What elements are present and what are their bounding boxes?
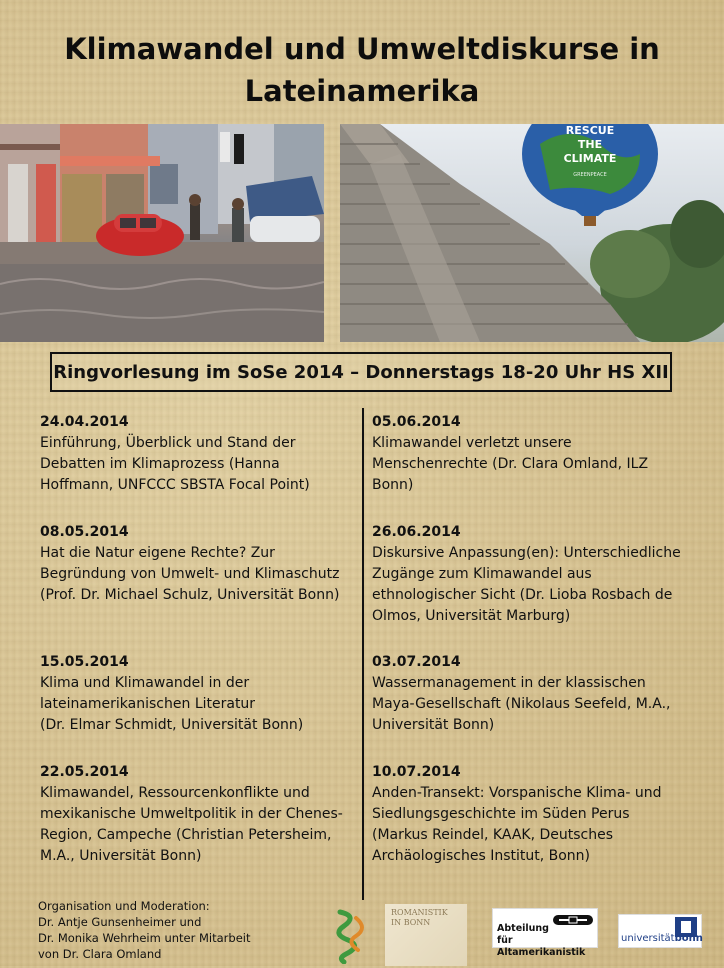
lecture-description: Einführung, Überblick und Stand der Debatten im Klimaprozess (Hanna Hoffmann, UNFCCC SBSTA Focal Point) bbox=[40, 435, 310, 493]
romanistik-line-2: IN BONN bbox=[391, 918, 431, 927]
lecture-description: Klimawandel, Ressourcenkonflikte und mexikanische Umweltpolitik in der Chenes- Region, Campeche (Christian Petersheim, M.A., Universität Bonn) bbox=[40, 785, 343, 864]
lecture-entry bbox=[40, 522, 358, 606]
altamerikanistik-logo bbox=[492, 908, 598, 958]
pyramid-with-balloon-photo bbox=[340, 124, 724, 342]
balloon-brand: GREENPEACE bbox=[573, 172, 607, 178]
lecture-entry bbox=[372, 652, 712, 736]
lecture-description: Klima und Klimawandel in der lateinamerikanischen Literatur (Dr. Elmar Schmidt, Universität Bonn) bbox=[40, 675, 304, 733]
altam-line-1: Abteilung bbox=[497, 923, 549, 934]
lecture-description: Anden-Transekt: Vorspanische Klima- und Siedlungsgeschichte im Süden Perus (Markus Reindel, KAAK, Deutsches Archäologisches Institut, Bonn) bbox=[372, 785, 662, 864]
title-line-2: Lateinamerika bbox=[244, 74, 480, 108]
lecture-entry bbox=[372, 762, 712, 867]
poster-title bbox=[0, 28, 724, 112]
lecture-date: 15.05.2014 bbox=[40, 654, 129, 670]
column-divider bbox=[362, 408, 364, 900]
organisation-credits: Organisation und Moderation: Dr. Antje Gunsenheimer und Dr. Monika Wehrheim unter Mitarbeit von Dr. Clara Omland bbox=[38, 899, 251, 961]
serpent-logo-icon bbox=[328, 908, 370, 964]
lecture-date: 05.06.2014 bbox=[372, 414, 461, 430]
title-line-1: Klimawandel und Umweltdiskurse in bbox=[64, 32, 660, 66]
altam-glyph-icon bbox=[553, 913, 593, 931]
banner-text: Ringvorlesung im SoSe 2014 – Donnerstags 18-20 Uhr HS XII bbox=[53, 361, 669, 383]
lecture-entry bbox=[372, 412, 712, 496]
lecture-date: 24.04.2014 bbox=[40, 414, 129, 430]
lecture-entry bbox=[40, 762, 358, 867]
lecture-date: 03.07.2014 bbox=[372, 654, 461, 670]
universitaet-bonn-logo bbox=[618, 914, 702, 948]
lecture-entry bbox=[372, 522, 712, 627]
lecture-date: 10.07.2014 bbox=[372, 764, 461, 780]
lecture-description: Diskursive Anpassung(en): Unterschiedliche Zugänge zum Klimawandel aus ethnologischer Sicht (Dr. Lioba Rosbach de Olmos, Universität Marburg) bbox=[372, 545, 681, 624]
lecture-description: Hat die Natur eigene Rechte? Zur Begründung von Umwelt- und Klimaschutz (Prof. Dr. Michael Schulz, Universität Bonn) bbox=[40, 545, 340, 603]
lecture-date: 08.05.2014 bbox=[40, 524, 129, 540]
altam-line-2: für Altamerikanistik bbox=[497, 935, 586, 958]
lecture-date: 22.05.2014 bbox=[40, 764, 129, 780]
balloon-text-3: CLIMATE bbox=[563, 152, 617, 165]
romanistik-logo bbox=[385, 904, 467, 966]
lecture-date: 26.06.2014 bbox=[372, 524, 461, 540]
flooded-street-photo bbox=[0, 124, 324, 342]
lecture-entry bbox=[40, 652, 358, 736]
balloon-text-1: RESCUE bbox=[565, 124, 615, 137]
lecture-entry bbox=[40, 412, 358, 496]
lecture-description: Wassermanagement in der klassischen Maya-Gesellschaft (Nikolaus Seefeld, M.A., Universität Bonn) bbox=[372, 675, 671, 733]
lecture-series-banner bbox=[50, 352, 672, 392]
romanistik-line-1: ROMANISTIK bbox=[391, 908, 448, 917]
balloon-text-2: THE bbox=[577, 138, 603, 151]
lecture-description: Klimawandel verletzt unsere Menschenrechte (Dr. Clara Omland, ILZ Bonn) bbox=[372, 435, 649, 493]
uni-bonn-wordmark: universitätbonn bbox=[621, 933, 703, 944]
